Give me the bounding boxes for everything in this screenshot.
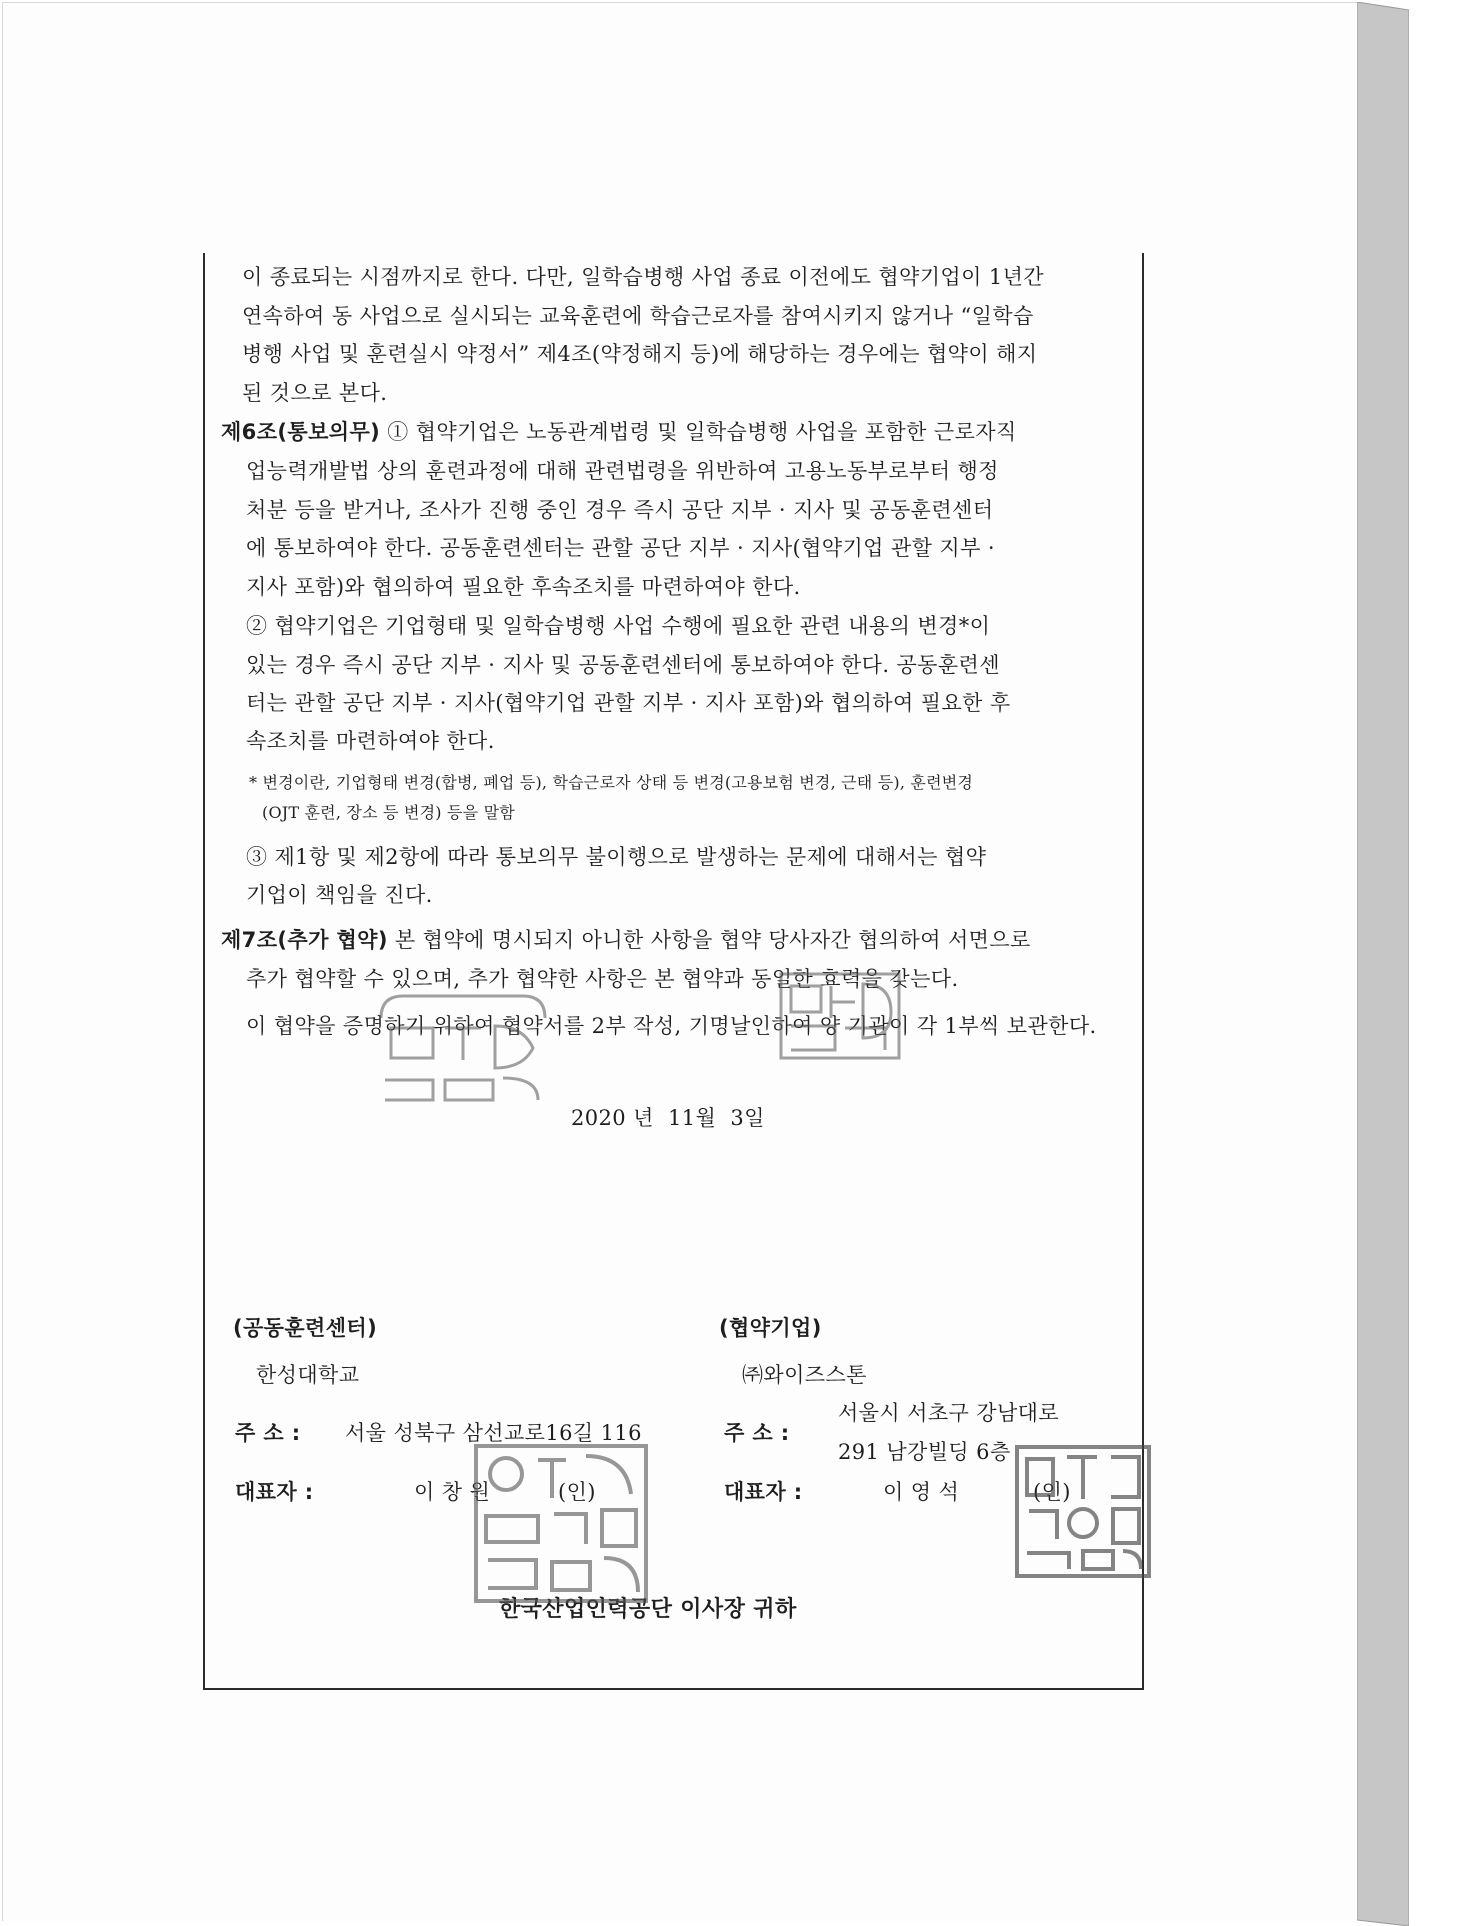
right-rep-label: 대표자 : (724, 1480, 803, 1504)
clause6-p3-line-2: 기업이 책임을 진다. (246, 883, 433, 907)
right-party-header: (협약기업) (719, 1316, 822, 1340)
right-party-name: ㈜와이즈스톤 (742, 1363, 867, 1387)
left-seal-mark: (인) (558, 1480, 596, 1504)
seal-stamp-right-cover (775, 968, 905, 1064)
seal-stamp-left-cover (373, 988, 553, 1108)
clause6-p1-line-2: 업능력개발법 상의 훈련과정에 대해 관련법령을 위반하여 고용노동부로부터 행정 (246, 459, 999, 483)
date-month: 11월 (667, 1106, 717, 1130)
seal-stamp-right-signature (1013, 1443, 1153, 1580)
right-address-line-1: 서울시 서초구 강남대로 (838, 1401, 1060, 1425)
clause5-line-1: 이 종료되는 시점까지로 한다. 다만, 일학습병행 사업 종료 이전에도 협약기업이 1년간 (242, 265, 1044, 289)
right-address-line-2: 291 남강빌딩 6층 (838, 1440, 1011, 1464)
clause6-p2-line-1: ② 협약기업은 기업형태 및 일학습병행 사업 수행에 필요한 관련 내용의 변경*이 (246, 614, 991, 638)
right-seal-mark: (인) (1033, 1480, 1071, 1504)
clause6-note-line-2: (OJT 훈련, 장소 등 변경) 등을 말함 (262, 803, 515, 822)
left-rep-name: 이 창 원 (414, 1480, 491, 1504)
clause6-p1-first: ① 협약기업은 노동관계법령 및 일학습병행 사업을 포함한 근로자직 (387, 420, 1017, 444)
left-rep-label: 대표자 : (235, 1480, 314, 1504)
clause6-p2-line-2: 있는 경우 즉시 공단 지부 · 지사 및 공동훈련센터에 통보하여야 한다. 공동훈련센 (246, 653, 1000, 677)
closing-statement: 이 협약을 증명하기 위하여 협약서를 2부 작성, 기명날인하여 양 기관이 각 1부씩 보관한다. (246, 1014, 1097, 1038)
right-address-label: 주 소 : (724, 1421, 790, 1445)
left-party-header: (공동훈련센터) (233, 1316, 378, 1340)
clause6-p1-line-3: 처분 등을 받거나, 조사가 진행 중인 경우 즉시 공단 지부 · 지사 및 공동훈련센터 (246, 498, 994, 522)
seal-stamp-left-signature (466, 1436, 656, 1611)
signing-date (571, 1099, 765, 1138)
clause6-p1-line-4: 에 통보하여야 한다. 공동훈련센터는 관할 공단 지부 · 지사(협약기업 관할 지부 · (246, 536, 995, 560)
clause5-line-3: 병행 사업 및 훈련실시 약정서” 제4조(약정해지 등)에 해당하는 경우에는 협약이 해지 (242, 342, 1038, 366)
clause6-first-line (221, 413, 1017, 452)
clause7-line-2: 추가 협약할 수 있으며, 추가 협약한 사항은 본 협약과 동일한 효력을 갖는다. (246, 967, 959, 991)
date-day: 3일 (730, 1106, 765, 1130)
clause5-line-2: 연속하여 동 사업으로 실시되는 교육훈련에 학습근로자를 참여시키지 않거나 “일학습 (242, 304, 1034, 328)
clause7-first-line (221, 921, 1031, 960)
clause6-note-line-1: * 변경이란, 기업형태 변경(합병, 폐업 등), 학습근로자 상태 등 변경(고용보험 변경, 근태 등), 훈련변경 (249, 773, 974, 792)
clause7-first: 본 협약에 명시되지 아니한 사항을 협약 당사자간 협의하여 서면으로 (394, 928, 1031, 952)
clause5-line-4: 된 것으로 본다. (242, 381, 388, 405)
clause6-p2-line-3: 터는 관할 공단 지부 · 지사(협약기업 관할 지부 · 지사 포함)와 협의하여 필요한 후 (246, 691, 1011, 715)
clause7-title: 제7조(추가 협약) (221, 928, 388, 952)
addressee: 한국산업인력공단 이사장 귀하 (499, 1597, 797, 1622)
clause6-p3-line-1: ③ 제1항 및 제2항에 따라 통보의무 불이행으로 발생하는 문제에 대해서는 협약 (246, 845, 987, 869)
left-address-label: 주 소 : (235, 1421, 301, 1445)
clause6-p2-line-4: 속조치를 마련하여야 한다. (246, 729, 495, 753)
clause6-p1-line-5: 지사 포함)와 협의하여 필요한 후속조치를 마련하여야 한다. (246, 575, 801, 599)
right-rep-name: 이 영 석 (883, 1480, 960, 1504)
left-party-name: 한성대학교 (256, 1363, 360, 1387)
left-address: 서울 성북구 삼선교로16길 116 (345, 1421, 642, 1445)
date-year: 2020 (571, 1106, 627, 1130)
date-year-unit: 년 (633, 1106, 654, 1130)
clause6-title: 제6조(통보의무) (221, 420, 381, 444)
